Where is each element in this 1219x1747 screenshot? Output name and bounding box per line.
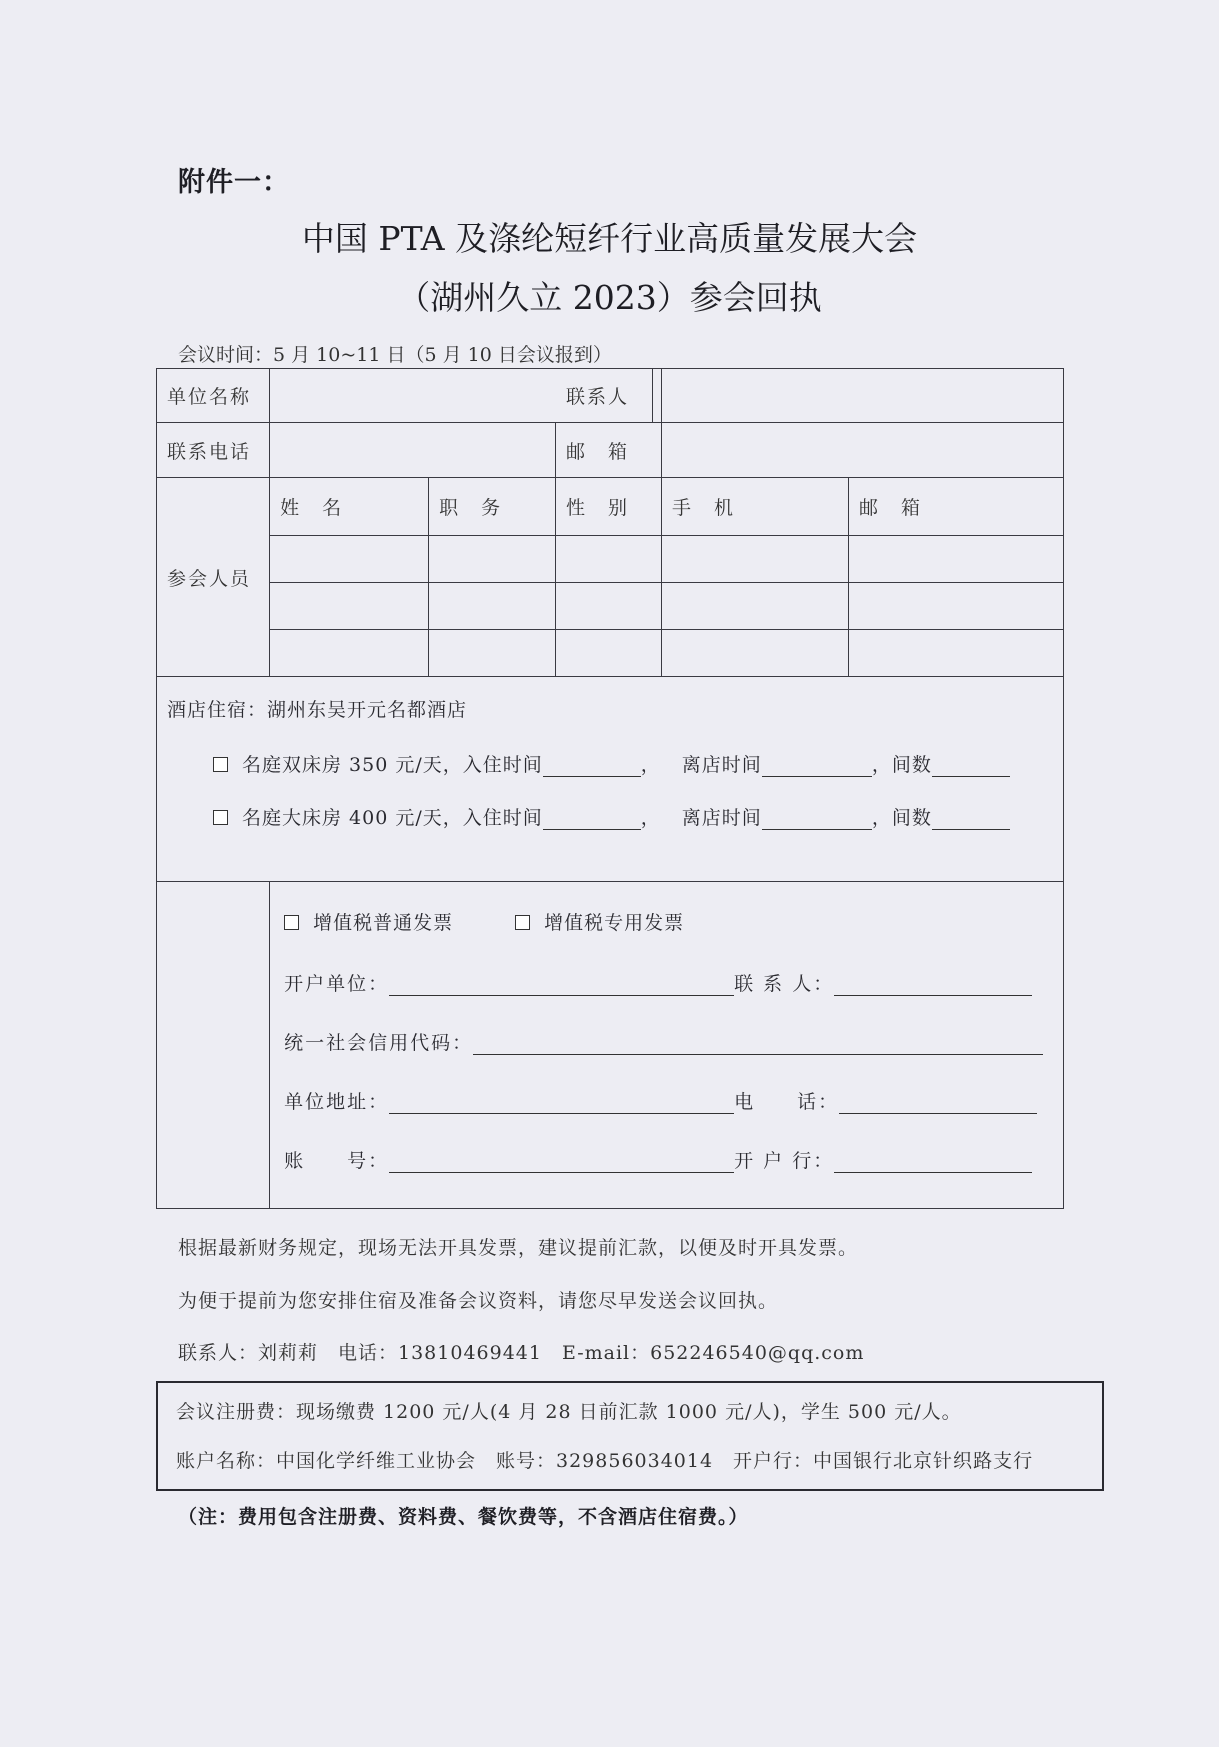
col-gender: 性 别 [556,478,662,536]
credit-code-blank[interactable] [473,1034,1043,1055]
attendee-cell[interactable] [556,583,662,630]
attendee-cell[interactable] [556,630,662,677]
account-unit-label: 开户单位： [284,973,390,995]
bank-label: 开 户 行： [734,1150,835,1172]
contact-line: 联系人：刘莉莉 电话：13810469441 E-mail：652246540@qq.com [178,1342,865,1364]
account-label: 账 号： [284,1150,390,1172]
phone-label: 联系电话 [157,423,270,478]
invoice-side-cell [157,882,270,1209]
king-count-label: ，间数 [871,807,932,829]
special-invoice-checkbox[interactable] [515,915,530,930]
reply-note: 为便于提前为您安排住宿及准备会议资料，请您尽早发送会议回执。 [178,1290,779,1312]
twin-checkout-label: 离店时间 [681,754,762,776]
phone-field[interactable] [270,423,556,478]
twin-room-label: 名庭双床房 350 元/天，入住时间 [242,754,543,776]
invoice-phone-label: 电 话： [734,1091,840,1113]
address-label: 单位地址： [284,1091,390,1113]
registration-fee: 会议注册费：现场缴费 1200 元/人(4 月 28 日前汇款 1000 元/人)，学生 500 元/人。 [176,1401,962,1423]
contact-cell [566,369,1064,423]
attendee-cell[interactable] [662,583,849,630]
contact-label-text: 联系人 [556,369,653,422]
twin-count-label: ，间数 [871,754,932,776]
room-option-twin: 名庭双床房 350 元/天，入住时间 ， 离店时间 ，间数 [213,750,1053,777]
document-title-line1: 中国 PTA 及涤纶短纤行业高质量发展大会 [301,219,918,258]
attendee-cell[interactable] [556,536,662,583]
invoice-contact-label: 联 系 人： [734,973,835,995]
king-room-checkbox[interactable] [213,810,228,825]
attendees-label: 参会人员 [157,478,270,677]
attendee-cell[interactable] [270,630,429,677]
col-email: 邮 箱 [848,478,1063,536]
king-checkout-blank[interactable] [762,811,872,830]
twin-checkin-blank[interactable] [543,758,641,777]
twin-checkout-blank[interactable] [762,758,872,777]
invoice-row-address [284,1087,1053,1114]
invoice-section [270,882,1064,1209]
attendee-cell[interactable] [848,583,1063,630]
invoice-phone-blank[interactable] [839,1093,1037,1114]
credit-code-label: 统一社会信用代码： [284,1032,474,1054]
attendee-cell[interactable] [270,536,429,583]
room-option-king: 名庭大床房 400 元/天，入住时间 ， 离店时间 ，间数 [213,803,1053,830]
col-mobile: 手 机 [662,478,849,536]
document-title-line2: （湖州久立 2023）参会回执 [397,278,822,317]
fee-footnote: （注：费用包含注册费、资料费、餐饮费等，不含酒店住宿费。） [178,1506,749,1528]
attachment-label: 附件一： [178,167,290,198]
col-name: 姓 名 [270,478,429,536]
bank-blank[interactable] [834,1152,1032,1173]
attendee-cell[interactable] [429,583,556,630]
king-checkout-label: 离店时间 [681,807,762,829]
email-field[interactable] [662,423,1064,478]
invoice-types [284,908,1053,935]
general-invoice-label: 增值税普通发票 [313,912,454,934]
attendee-cell[interactable] [662,630,849,677]
attendee-cell[interactable] [848,630,1063,677]
bank-account-info: 账户名称：中国化学纤维工业协会 账号：329856034014 开户行：中国银行北京针织路支行 [176,1450,1034,1472]
contact-field[interactable] [653,369,1063,422]
account-blank[interactable] [389,1152,734,1173]
attendee-cell[interactable] [429,536,556,583]
meeting-time: 会议时间：5 月 10~11 日（5 月 10 日会议报到） [178,344,612,366]
king-count-blank[interactable] [932,811,1010,830]
twin-count-blank[interactable] [932,758,1010,777]
account-unit-blank[interactable] [389,975,734,996]
attendee-cell[interactable] [270,583,429,630]
finance-note: 根据最新财务规定，现场无法开具发票，建议提前汇款，以便及时开具发票。 [178,1237,859,1259]
invoice-row-unit [284,969,1053,996]
invoice-row-credit [284,1028,1053,1055]
col-position: 职 务 [429,478,556,536]
attendee-cell[interactable] [848,536,1063,583]
address-blank[interactable] [389,1093,734,1114]
king-checkin-blank[interactable] [543,811,641,830]
invoice-contact-blank[interactable] [834,975,1032,996]
king-room-label: 名庭大床房 400 元/天，入住时间 [242,807,543,829]
special-invoice-label: 增值税专用发票 [544,912,685,934]
attendee-cell[interactable] [429,630,556,677]
invoice-row-account [284,1146,1053,1173]
email-label: 邮 箱 [556,423,662,478]
registration-form-table [156,368,1064,1209]
unit-name-label: 单位名称 [157,369,270,423]
general-invoice-checkbox[interactable] [284,915,299,930]
twin-room-checkbox[interactable] [213,757,228,772]
hotel-section [157,677,1064,882]
hotel-title: 酒店住宿：湖州东吴开元名都酒店 [167,699,468,721]
fee-box [156,1381,1104,1491]
attendee-cell[interactable] [662,536,849,583]
